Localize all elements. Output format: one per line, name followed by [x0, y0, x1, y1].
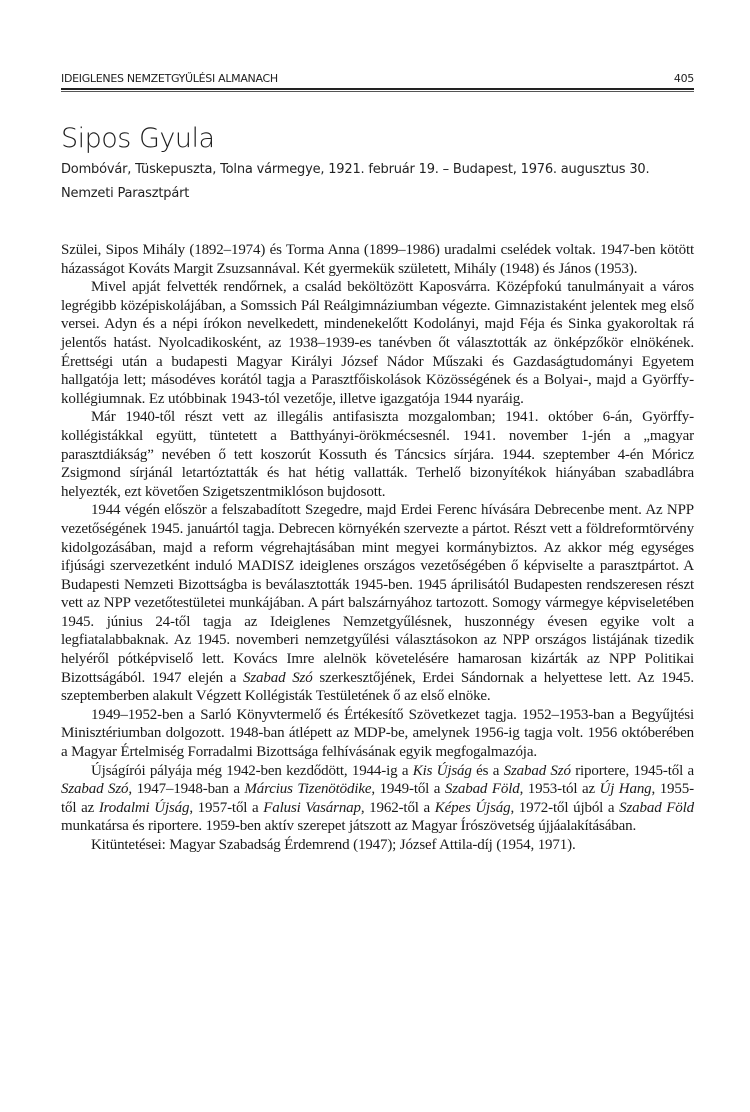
publication-title: Szabad Szó: [61, 781, 129, 798]
paragraph-text: , 1949-től a: [371, 781, 445, 798]
header-rule-thin: [61, 91, 694, 92]
biography-paragraph: [61, 836, 694, 855]
biography-body: [61, 241, 694, 855]
publication-title: Irodalmi Újság: [98, 799, 190, 816]
publication-title: Szabad Föld: [444, 781, 520, 798]
paragraph-text: szerkesztőjének, Erdei Sándornak a helyettese lett. Az 1945. szeptemberben alakult Végzett Kollégisták Testületének ő az első elnöke.: [61, 669, 695, 705]
publication-title: Kis Újság: [412, 762, 472, 779]
publication-title: Falusi Vasárnap: [263, 799, 361, 816]
biography-paragraph: [61, 501, 694, 706]
party-affiliation: Nemzeti Parasztpárt: [61, 186, 190, 201]
paragraph-text: és a: [471, 762, 504, 779]
document-page: [61, 72, 694, 855]
biography-paragraph: [61, 706, 694, 762]
biography-paragraph: [61, 408, 694, 501]
paragraph-text: riportere, 1945-től a: [570, 762, 694, 779]
birth-death-line: Dombóvár, Tüskepuszta, Tolna vármegye, 1921. február 19. – Budapest, 1976. augusztus 30.: [61, 162, 650, 177]
publication-title: Képes Újság: [434, 799, 511, 816]
running-title: IDEIGLENES NEMZETGYŰLÉSI ALMANACH: [61, 72, 278, 85]
publication-title: Új Hang: [599, 781, 652, 798]
biography-paragraph: [61, 241, 694, 278]
paragraph-text: , 1972-től újból a: [510, 799, 620, 816]
publication-title: Szabad Szó: [243, 669, 313, 686]
paragraph-text: , 1953-tól az: [519, 781, 600, 798]
paragraph-text: Mivel apját felvették rendőrnek, a család beköltözött Kaposvárra. Középfokú tanulmányait a város legrégibb középiskolájában, a Somssich Pál Reálgimnáziumban végezte. Gimnazistaként jelentek meg első versei. Adyn és a népi írókon nevelkedett, mindenekelőtt Kodolányi, majd Féja és Sinka gyakoroltak rá jelentős hatást. Nyolcadikosként, az 1938–1939-es tanévben őt választották az önképzőkör elnökének. Érettségi után a budapesti Magyar Királyi József Nádor Műszaki és Gazdaságtudományi Egyetem hallgatója lett; másodéves korától tagja a Parasztfőiskolások Közösségének és a Bolyai-, majd a Györffy-kollégiumnak. Ez utóbbinak 1943-tól vezetője, illetve igazgatója 1944 nyaráig.: [61, 279, 694, 407]
paragraph-text: , 1947–1948-ban a: [128, 781, 245, 798]
running-header: [61, 72, 694, 86]
publication-title: Március Tizenötödike: [244, 781, 372, 798]
biography-paragraph: [61, 278, 694, 408]
publication-title: Szabad Föld: [619, 799, 694, 816]
paragraph-text: 1949–1952-ben a Sarló Könyvtermelő és Értékesítő Szövetkezet tagja. 1952–1953-ban a Begyűjtési Minisztériumban dolgozott. 1948-ban átlépett az MDP-be, amelynek 1956-ig tagja volt. 1956 októberében a Magyar Értelmiség Forradalmi Bizottsága felhívásának egyik megfogalmazója.: [61, 706, 694, 761]
paragraph-text: Szülei, Sipos Mihály (1892–1974) és Torma Anna (1899–1986) uradalmi cselédek voltak. 1947-ben kötött házasságot Kováts Margit Zsuzsannával. Két gyermekük született, Mihály (1948) és János (1953).: [61, 242, 694, 277]
paragraph-text: 1944 végén először a felszabadított Szegedre, majd Erdei Ferenc hívására Debrecenbe ment. Az NPP vezetőségének 1945. januártól tagja. Debrecen környékén szervezte a pártot. Részt vett a földreformtörvény kidolgozásában, majd a reform végrehajtásában mint megyei kormánybiztos. Az akkor még egységes ifjúsági szervezetként induló MADISZ ideiglenes országos vezetőségében ő képviselte a parasztpártot. A Budapesti Nemzeti Bizottságba is beválasztották 1945-ben. 1945 áprilisától Budapesten rendszeresen részt vett az NPP vezetőtestületei munkájában. A párt balszárnyához tartozott. Somogy vármegye képviseletében 1945. június 24-től tagja az Ideiglenes Nemzetgyűlésnek, huszonnégy évesen egyike volt a legfiatalabbaknak. Az 1945. novemberi nemzetgyűlési választásokon az NPP országos listájának tizedik helyéről pótképviselő lett. Kovács Imre alelnök követelésére hamarosan kizárták az NPP Politikai Bizottságából. 1947 elején a: [61, 502, 694, 686]
entry-name: Sipos Gyula: [61, 123, 215, 154]
paragraph-text: Kitüntetései: Magyar Szabadság Érdemrend (1947); József Attila-díj (1954, 1971).: [91, 837, 576, 853]
paragraph-text: , 1957-től a: [189, 799, 264, 816]
paragraph-text: munkatársa és riportere. 1959-ben aktív szerepet játszott az Magyar Írószövetség újjáalakításában.: [61, 818, 637, 835]
paragraph-text: Már 1940-től részt vett az illegális antifasiszta mozgalomban; 1941. október 6-án, Györffy-kollégistákkal együtt, tüntetett a Batthyányi-örökmécsesnél. 1941. november 1-jén a „magyar parasztdiákság” nevében ő tett koszorút Kossuth és Táncsics sírjára. 1944. szeptember 4-én Móricz Zsigmond sírjánál letartóztatták és hat hétig vallatták. Terhelő bizonyítékok hiányában szabadlábra helyezték, ezt követően Szigetszentmiklóson bujdosott.: [61, 409, 694, 500]
header-rule: [61, 88, 694, 90]
paragraph-text: , 1955-től az: [61, 781, 694, 816]
page-number: 405: [673, 72, 694, 85]
paragraph-text: Újságírói pályája még 1942-ben kezdődött, 1944-ig a: [91, 762, 413, 779]
publication-title: Szabad Szó: [503, 762, 571, 779]
paragraph-text: , 1962-től a: [360, 799, 435, 816]
biography-paragraph: [61, 762, 694, 836]
